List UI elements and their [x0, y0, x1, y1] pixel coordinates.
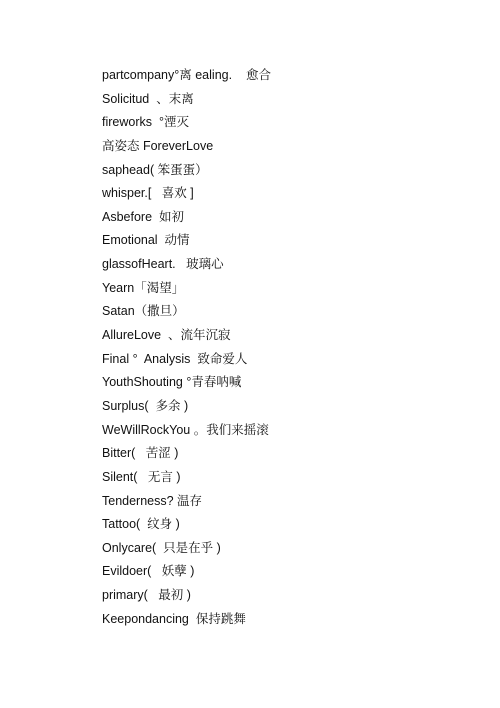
list-item: Onlycare( 只是在乎 )	[102, 540, 221, 555]
list-item: Final ° Analysis 致命爱人	[102, 351, 248, 366]
list-item: YouthShouting °青春呐喊	[102, 375, 242, 390]
list-item: WeWillRockYou 。我们来摇滚	[102, 422, 269, 437]
list-item: Tattoo( 纹身 )	[102, 517, 180, 532]
list-item: AllureLove 、流年沉寂	[102, 328, 231, 343]
list-item: saphead( 笨蛋蛋）	[102, 162, 208, 177]
list-item: Yearn「渴望」	[102, 280, 185, 295]
list-item: partcompany°离 ealing. 愈合	[102, 68, 271, 82]
list-item: Solicitud 、末离	[102, 91, 194, 106]
list-item: Asbefore 如初	[102, 209, 184, 224]
list-item: glassofHeart. 玻璃心	[102, 257, 224, 272]
list-item: Emotional 动情	[102, 233, 190, 248]
list-item: Evildoer( 妖孽 )	[102, 564, 195, 579]
list-item: Keepondancing 保持跳舞	[102, 611, 246, 626]
list-item: primary( 最初 )	[102, 588, 191, 603]
list-item: Silent( 无言 )	[102, 469, 181, 484]
list-item: fireworks °湮灭	[102, 115, 189, 130]
list-item: Tenderness? 温存	[102, 493, 203, 508]
list-item: Surplus( 多余 )	[102, 398, 189, 413]
list-item: Satan（撒旦）	[102, 304, 185, 319]
phrase-list	[102, 64, 271, 631]
list-item: whisper.[ 喜欢 ]	[102, 186, 194, 201]
list-item: 高姿态 ForeverLove	[102, 138, 214, 153]
list-item: Bitter( 苦涩 )	[102, 446, 179, 461]
